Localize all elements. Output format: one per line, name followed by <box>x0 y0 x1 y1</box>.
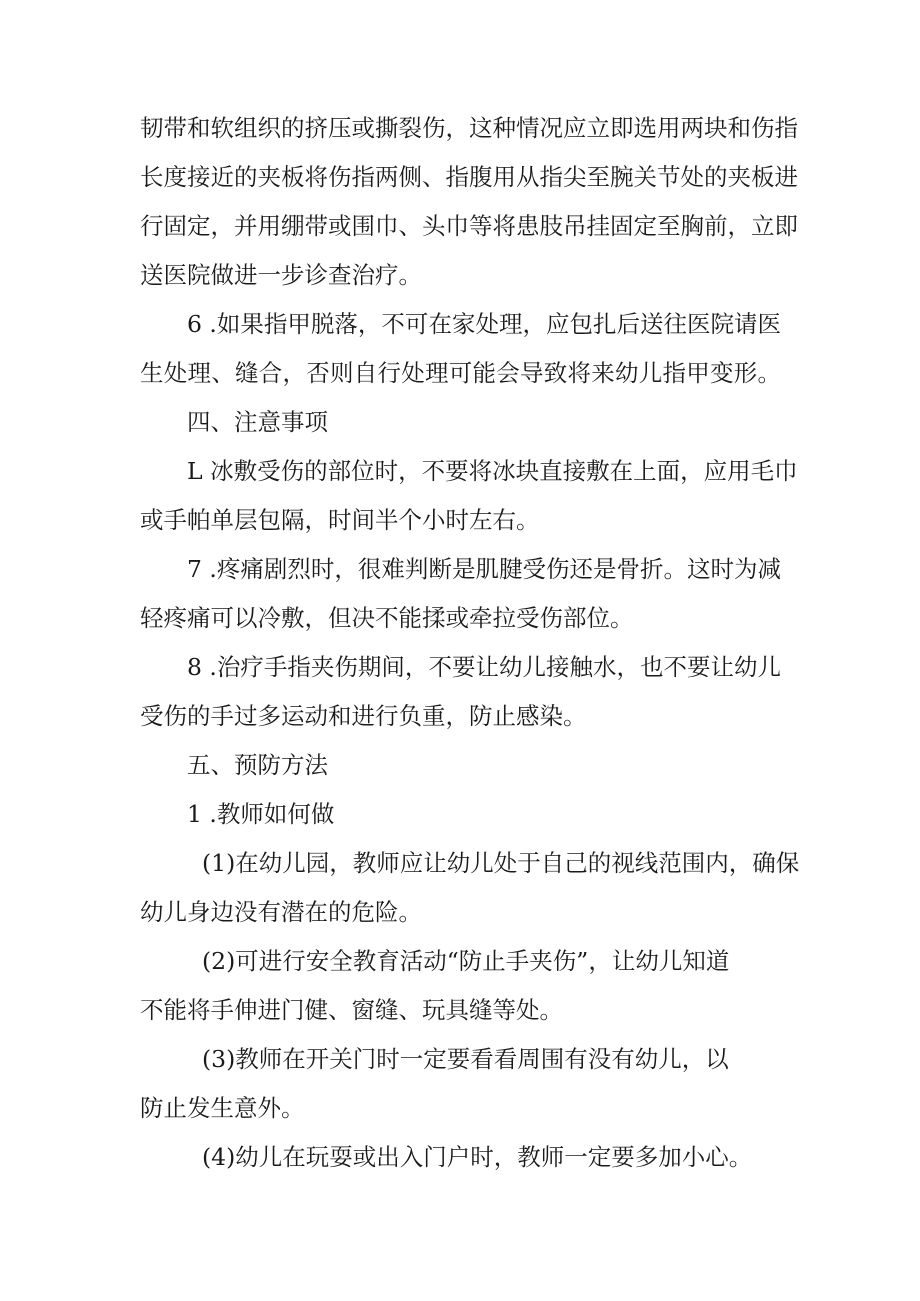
text-line: 行固定，并用绷带或围巾、头巾等将患肢吊挂固定至胸前，立即 <box>140 212 798 240</box>
text-line: (3)教师在开关门时一定要看看周围有没有幼儿，以 <box>202 1045 729 1073</box>
text-line: 不能将手伸进门健、窗缝、玩具缝等处。 <box>140 996 563 1024</box>
section-heading: 五、预防方法 <box>187 751 328 779</box>
text-line: 或手帕单层包隔，时间半个小时左右。 <box>140 506 540 534</box>
text-line: 防止发生意外。 <box>140 1094 305 1122</box>
text-line: 受伤的手过多运动和进行负重，防止感染。 <box>140 702 587 730</box>
text-line: (1)在幼儿园，教师应让幼儿处于自己的视线范围内，确保 <box>202 849 800 877</box>
text-line: 韧带和软组织的挤压或撕裂伤，这种情况应立即选用两块和伤指 <box>140 114 798 142</box>
text-line: 幼儿身边没有潜在的危险。 <box>140 898 422 926</box>
text-line: 6 .如果指甲脱落，不可在家处理，应包扎后送往医院请医 <box>187 310 781 338</box>
text-line: 7 .疼痛剧烈时，很难判断是肌腱受伤还是骨折。这时为减 <box>187 555 781 583</box>
subsection-heading: 1 .教师如何做 <box>187 800 335 828</box>
text-line: (2)可进行安全教育活动“防止手夹伤”，让幼儿知道 <box>202 947 730 975</box>
text-line: L 冰敷受伤的部位时，不要将冰块直接敷在上面，应用毛巾 <box>187 457 798 485</box>
text-line: 8 .治疗手指夹伤期间，不要让幼儿接触水，也不要让幼儿 <box>187 653 781 681</box>
section-heading: 四、注意事项 <box>187 408 328 436</box>
text-line: 送医院做进一步诊查治疗。 <box>140 261 422 289</box>
text-line: 轻疼痛可以冷敷，但决不能揉或牵拉受伤部位。 <box>140 604 634 632</box>
text-line: 长度接近的夹板将伤指两侧、指腹用从指尖至腕关节处的夹板进 <box>140 163 798 191</box>
text-line: (4)幼儿在玩耍或出入门户时，教师一定要多加小心。 <box>202 1143 753 1171</box>
text-line: 生处理、缝合，否则自行处理可能会导致将来幼儿指甲变形。 <box>140 359 781 387</box>
